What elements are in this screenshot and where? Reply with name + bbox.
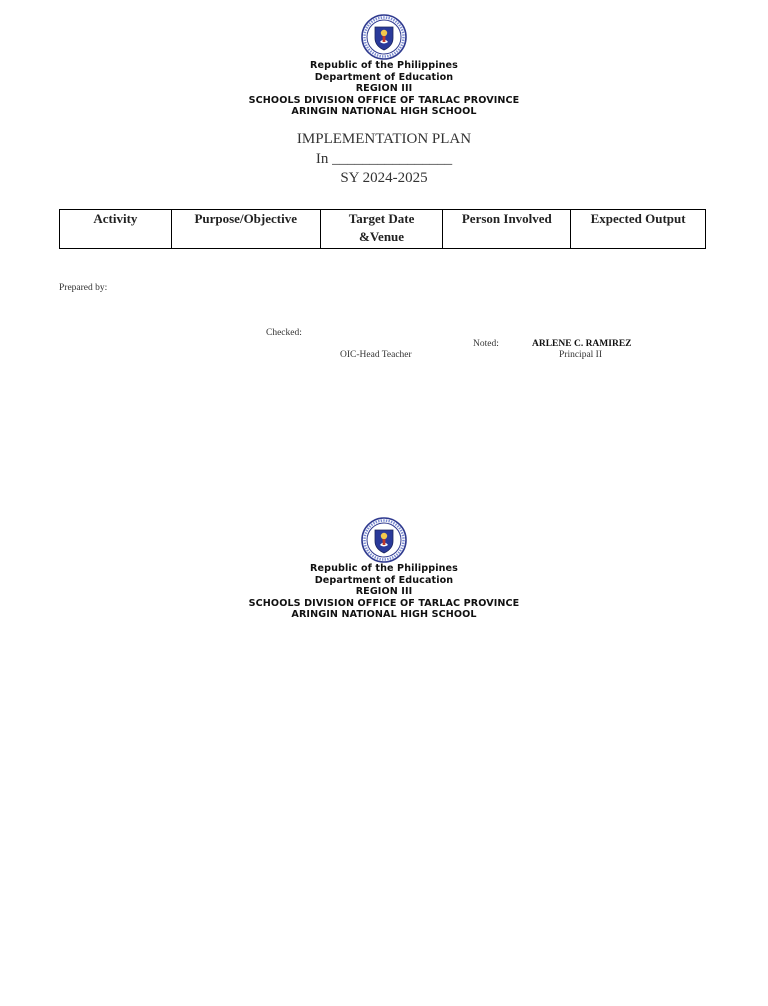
header-line-region: REGION III: [355, 83, 413, 95]
header-line-division: SCHOOLS DIVISION OFFICE OF TARLAC PROVINCE: [248, 597, 520, 609]
column-header-person-involved: Person Involved: [443, 210, 571, 249]
noted-title: Principal II: [559, 350, 603, 360]
plan-school-year: SY 2024-2025: [340, 170, 428, 186]
page2-header: [0, 517, 768, 621]
page1-header: [0, 14, 768, 118]
noted-label: Noted:: [473, 339, 499, 349]
column-header-expected-output: Expected Output: [571, 210, 706, 249]
header-line-school: ARINGIN NATIONAL HIGH SCHOOL: [291, 609, 477, 621]
header-line-school: ARINGIN NATIONAL HIGH SCHOOL: [291, 106, 477, 118]
header-line-republic: Republic of the Philippines: [310, 563, 458, 574]
table-header-row: [60, 210, 706, 249]
header-line-department: Department of Education: [314, 574, 454, 586]
header-line-region: REGION III: [355, 586, 413, 598]
plan-in-line: In ________________: [315, 150, 453, 167]
header-line-republic: Republic of the Philippines: [310, 60, 458, 71]
prepared-by-label: Prepared by:: [59, 283, 108, 293]
checked-label: Checked:: [266, 328, 302, 338]
implementation-table: [59, 209, 706, 249]
header-line-division: SCHOOLS DIVISION OFFICE OF TARLAC PROVINCE: [248, 94, 520, 106]
noted-name: ARLENE C. RAMIREZ: [532, 339, 632, 349]
plan-title: IMPLEMENTATION PLAN: [296, 131, 472, 147]
plan-title-block: [0, 130, 768, 189]
deped-seal-icon: [361, 14, 407, 60]
header-line-department: Department of Education: [314, 71, 454, 83]
column-header-activity: Activity: [60, 210, 172, 249]
column-header-purpose: Purpose/Objective: [171, 210, 320, 249]
checked-title: OIC-Head Teacher: [340, 350, 412, 360]
deped-seal-icon: [361, 517, 407, 563]
column-header-target-date-venue: Target Date &Venue: [320, 210, 443, 249]
